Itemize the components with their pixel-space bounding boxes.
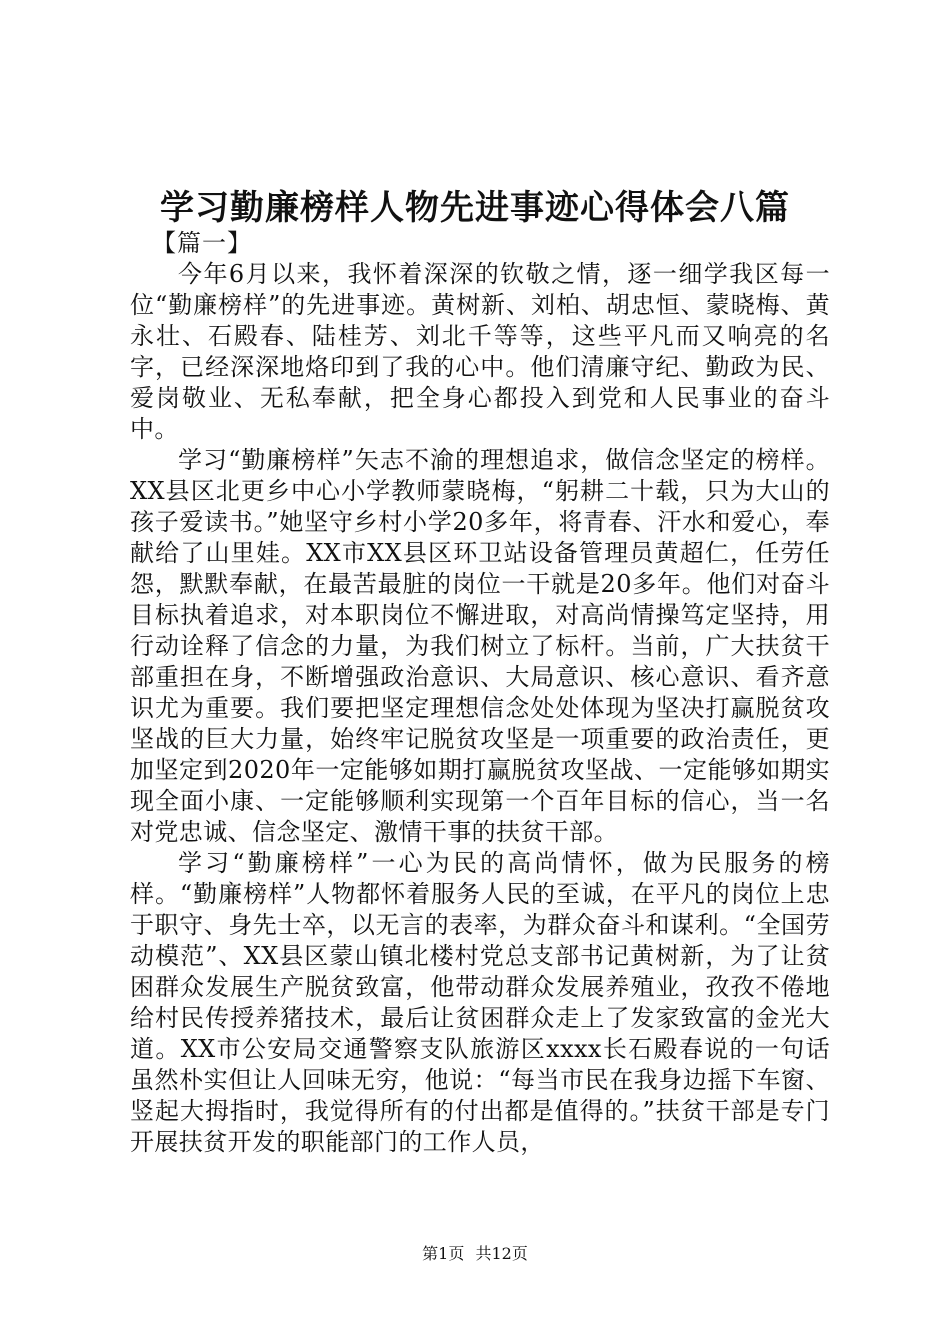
page-footer [0, 1244, 950, 1264]
paragraph-2: 学习“勤廉榜样”矢志不渝的理想追求，做信念坚定的榜样。XX县区北更乡中心小学教师蒙晓梅，“躬耕二十载，只为大山的孩子爱读书。”她坚守乡村小学20多年，将青春、汗水和爱心，奉献给了山里娃。XX市XX县区环卫站设备管理员黄超仁，任劳任怨，默默奉献，在最苦最脏的岗位一干就是20多年。他们对奋斗目标执着追求，对本职岗位不懈进取，对高尚情操笃定坚持，用行动诠释了信念的力量，为我们树立了标杆。当前，广大扶贫干部重担在身，不断增强政治意识、大局意识、核心意识、看齐意识尤为重要。我们要把坚定理想信念处处体现为坚决打赢脱贫攻坚战的巨大力量，始终牢记脱贫攻坚是一项重要的政治责任，更加坚定到2020年一定能够如期打赢脱贫攻坚战、一定能够如期实现全面小康、一定能够顺利实现第一个百年目标的信心，当一名对党忠诚、信念坚定、激情干事的扶贫干部。 [130, 446, 830, 846]
page-total: 共12页 [475, 1244, 528, 1263]
document-body [130, 228, 830, 1158]
page-number: 第1页 [422, 1244, 465, 1263]
paragraph-1: 今年6月以来，我怀着深深的钦敬之情，逐一细学我区每一位“勤廉榜样”的先进事迹。黄树新、刘柏、胡忠恒、蒙晓梅、黄永壮、石殿春、陆桂芳、刘北千等等，这些平凡而又响亮的名字，已经深深地烙印到了我的心中。他们清廉守纪、勤政为民、爱岗敬业、无私奉献，把全身心都投入到党和人民事业的奋斗中。 [130, 260, 830, 443]
document-title: 学习勤廉榜样人物先进事迹心得体会八篇 [160, 188, 790, 228]
paragraph-3: 学习“勤廉榜样”一心为民的高尚情怀，做为民服务的榜样。“勤廉榜样”人物都怀着服务人民的至诚，在平凡的岗位上忠于职守、身先士卒，以无言的表率，为群众奋斗和谋利。“全国劳动模范”、XX县区蒙山镇北楼村党总支部书记黄树新，为了让贫困群众发展生产脱贫致富，他带动群众发展养殖业，孜孜不倦地给村民传授养猪技术，最后让贫困群众走上了发家致富的金光大道。XX市公安局交通警察支队旅游区xxxx长石殿春说的一句话虽然朴实但让人回味无穷，他说：“每当市民在我身边摇下车窗、竖起大拇指时，我觉得所有的付出都是值得的。”扶贫干部是专门开展扶贫开发的职能部门的工作人员， [130, 849, 830, 1156]
section-heading: 【篇一】 [152, 229, 252, 257]
